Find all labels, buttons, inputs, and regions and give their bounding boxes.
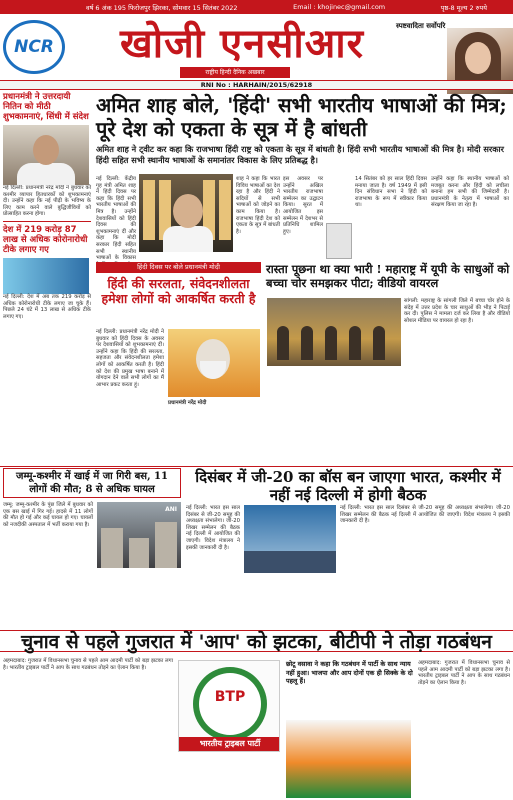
jk-bus-photo (97, 502, 181, 568)
modi-photo (168, 329, 260, 397)
page-info: पृष्ठ-8 मूल्य 2 रुपये (440, 3, 487, 12)
modi-caption: प्रधानमंत्री नरेंद्र मोदी (168, 400, 207, 406)
g20-photo (244, 505, 336, 573)
photo-credit: ANI (165, 506, 177, 513)
lead-headline: अमित शाह बोले, 'हिंदी' सभी भारतीय भाषाओं की मित्र; पूरे देश को एकता के सूत्र में है बांधती (96, 93, 507, 141)
lead-inset-box (326, 223, 352, 259)
jk-bus-headline: जम्मू-कश्मीर में खाई में जा गिरी बस, 11 लोगों की मौत; 8 से अधिक घायल (3, 468, 181, 498)
top-info-bar (0, 0, 513, 14)
modi-kicker: हिंदी दिवस पर बोले प्रधानमंत्री मोदी (96, 262, 261, 273)
sadhu-body: सांगली: महाराष्ट्र के सांगली जिले में बच्चा चोर होने के संदेह में उत्तर प्रदेश के चार साधुओं की भीड़ ने पिटाई कर दी। पुलिस ने मामला दर्ज कर लिया है और वीडियो सोशल मीडिया पर वायरल हो रहा है। (404, 298, 510, 324)
email-info: Email : khojinec@gmail.com (293, 3, 386, 11)
newspaper-title: खोजी एनसीआर (119, 20, 364, 67)
masthead (0, 14, 513, 80)
logo-text: NCR (14, 37, 54, 57)
left-column (3, 92, 91, 465)
lead-column-1: नई दिल्ली: केंद्रीय गृह मंत्री अमित शाह ने हिंदी दिवस पर कहा कि हिंदी सभी भारतीय भाषाओं की मित्र है। उन्होंने देशवासियों को हिंदी दिवस की शुभकामनाएं दीं और कहा कि मोदी सरकार हिंदी सहित सभी स्थानीय भाषाओं के विकास (96, 176, 136, 262)
lead-column-2: शाह ने कहा कि भारत विविध भाषाओं का देश रहा है और हिंदी ने सदियों से सभी भाषाओं को जोड़ने का काम किया है। राजभाषा हिंदी देश को एकता के सूत्र में बांधती है। (236, 176, 280, 235)
lead-column-5: उन्होंने कहा कि स्थानीय भाषाओं को मजबूत करना और हिंदी को लचीला बनाना हम सभी की जिम्मेदारी है। प्रधानमंत्री के नेतृत्व में भाषाओं का संरक्षण किया जा रहा है। (431, 176, 509, 209)
gujarat-body: अहमदाबाद: गुजरात में विधानसभा चुनाव से पहले आम आदमी पार्टी को बड़ा झटका लगा है। भारतीय ट्राइबल पार्टी ने आप के साथ गठबंधन तोड़ने का ऐलान किया है। (3, 658, 173, 671)
jk-bus-body: जम्मू: जम्मू-कश्मीर के पुंछ जिले में बुधवार को एक बस खाई में गिर गई। हादसे में 11 लोगों की मौत हो गई और कई घायल हो गए। घायलों को नजदीकी अस्पताल में भर्ती कराया गया है। (3, 502, 93, 528)
section-divider (0, 466, 513, 467)
left-body-1: नई दिल्ली: प्रधानमंत्री नरेंद्र मोदी ने बुधवार को कश्मीर व्यापार हितधारकों को शुभकामनाएं दी। उन्होंने कहा कि नई पीढ़ी के भविष्य के लिए काम करने वाले बुद्धिजीवियों को प्रोत्साहित करना होगा। (3, 185, 91, 218)
lead-deck: अमित शाह ने ट्वीट कर कहा कि राजभाषा हिंदी राष्ट्र को एकता के सूत्र में बांधती है। हिंदी सभी भारतीय भाषाओं की मित्र है। मोदी सरकार हिंदी सहित सभी स्थानीय भाषाओं के समानांतर विकास के लिए प्रतिबद्ध है। (96, 144, 505, 165)
modi-headline: हिंदी की सरलता, संवेदनशीलता हमेशा लोगों को आकर्षित करती है (101, 276, 256, 306)
edition-info: वर्ष 6 अंक 195 फिरोजपुर झिरका, सोमवार 15 सितंबर 2022 (86, 3, 238, 12)
top-slogan: स्पष्टवादिता सर्वोपरि (396, 22, 446, 30)
g20-body-1: नई दिल्ली: भारत इस साल दिसंबर से जी-20 समूह की अध्यक्षता संभालेगा। जी-20 शिखर सम्मेलन की बैठक नई दिल्ली में आयोजित की जाएगी। विदेश मंत्रालय ने इसकी जानकारी दी है। (186, 505, 240, 551)
lead-column-4: 14 सितंबर को हर साल हिंदी दिवस मनाया जाता है। वर्ष 1949 में इसी दिन संविधान सभा ने हिंदी को राजभाषा के रूप में स्वीकार किया था। (355, 176, 427, 209)
gujarat-headline: चुनाव से पहले गुजरात में 'आप' को झटका, बीटीपी ने तोड़ा गठबंधन (0, 630, 513, 652)
gujarat-quote: छोटू वसावा ने कहा कि गठबंधन में पार्टी के साथ न्याय नहीं हुआ। भाजपा और आप दोनों एक ही सिक्के के दो पहलू हैं। (286, 660, 413, 686)
left-headline: प्रधानमंत्री ने उत्तरदायी नितिन को मीठी शुभकामनाएं, सिंधी में संदेश (3, 92, 89, 122)
vaccine-headline: देश में 219 करोड़ 87 लाख से अधिक कोरोनारोधी टीके लगाए गए (3, 224, 88, 255)
modi-body: नई दिल्ली: प्रधानमंत्री नरेंद्र मोदी ने बुधवार को हिंदी दिवस के अवसर पर देशवासियों को शुभकामनाएं दीं। उन्होंने कहा कि हिंदी की सरलता, सहजता और संवेदनशीलता हमेशा लोगों को आकर्षित करती है। हिंदी को देश की प्रमुख भाषा बनाने में योगदान देने वाले सभी लोगों का मैं आभार प्रकट करता हूं। (96, 329, 164, 388)
g20-headline: दिसंबर में जी-20 का बॉस बन जाएगा भारत, कश्मीर में नहीं नई दिल्ली में होगी बैठक (195, 468, 501, 504)
sadhu-headline: रास्ता पूछना था क्या भारी ! महाराष्ट्र में यूपी के साधुओं को बच्चा चोर समझकर पीटा; वीडियो वायरल (266, 262, 510, 290)
newspaper-tagline: राष्ट्रीय हिन्दी दैनिक अखबार (180, 67, 290, 78)
rni-number: RNI No : HARHAIN/2015/62918 (0, 80, 513, 90)
modi-story (96, 262, 261, 465)
party-flags-photo (286, 720, 411, 798)
left-photo (3, 125, 89, 185)
left-body-2: नई दिल्ली: देश में अब तक 219 करोड़ से अधिक कोरोनारोधी टीके लगाए जा चुके हैं। पिछले 24 घंटे में 13 लाख से अधिक टीके लगाए गए। (3, 293, 91, 320)
left-divider (3, 221, 91, 222)
g20-body-2: नई दिल्ली: भारत इस साल दिसंबर से जी-20 समूह की अध्यक्षता संभालेगा। जी-20 शिखर सम्मेलन की बैठक नई दिल्ली में आयोजित की जाएगी। विदेश मंत्रालय ने इसकी जानकारी दी है। (340, 505, 510, 525)
btp-logo-band: भारतीय ट्राइबल पार्टी (179, 737, 280, 751)
gujarat-body-2: अहमदाबाद: गुजरात में विधानसभा चुनाव से पहले आम आदमी पार्टी को बड़ा झटका लगा है। भारतीय ट्राइबल पार्टी ने आप के साथ गठबंधन तोड़ने का ऐलान किया है। (418, 660, 510, 686)
amit-shah-photo (139, 174, 233, 252)
lead-column-3: इस अवसर पर उन्होंने अखिल भारतीय राजभाषा सम्मेलन का उद्घाटन किया। सूरत में आयोजित इस सम्मेलन में देशभर से प्रतिनिधि शामिल हुए। (283, 176, 323, 235)
ncr-logo (3, 20, 65, 74)
btp-logo-photo (178, 660, 280, 752)
sadhu-photo (267, 298, 401, 366)
btp-logo-text: BTP (214, 689, 246, 705)
vaccine-photo (3, 258, 89, 294)
